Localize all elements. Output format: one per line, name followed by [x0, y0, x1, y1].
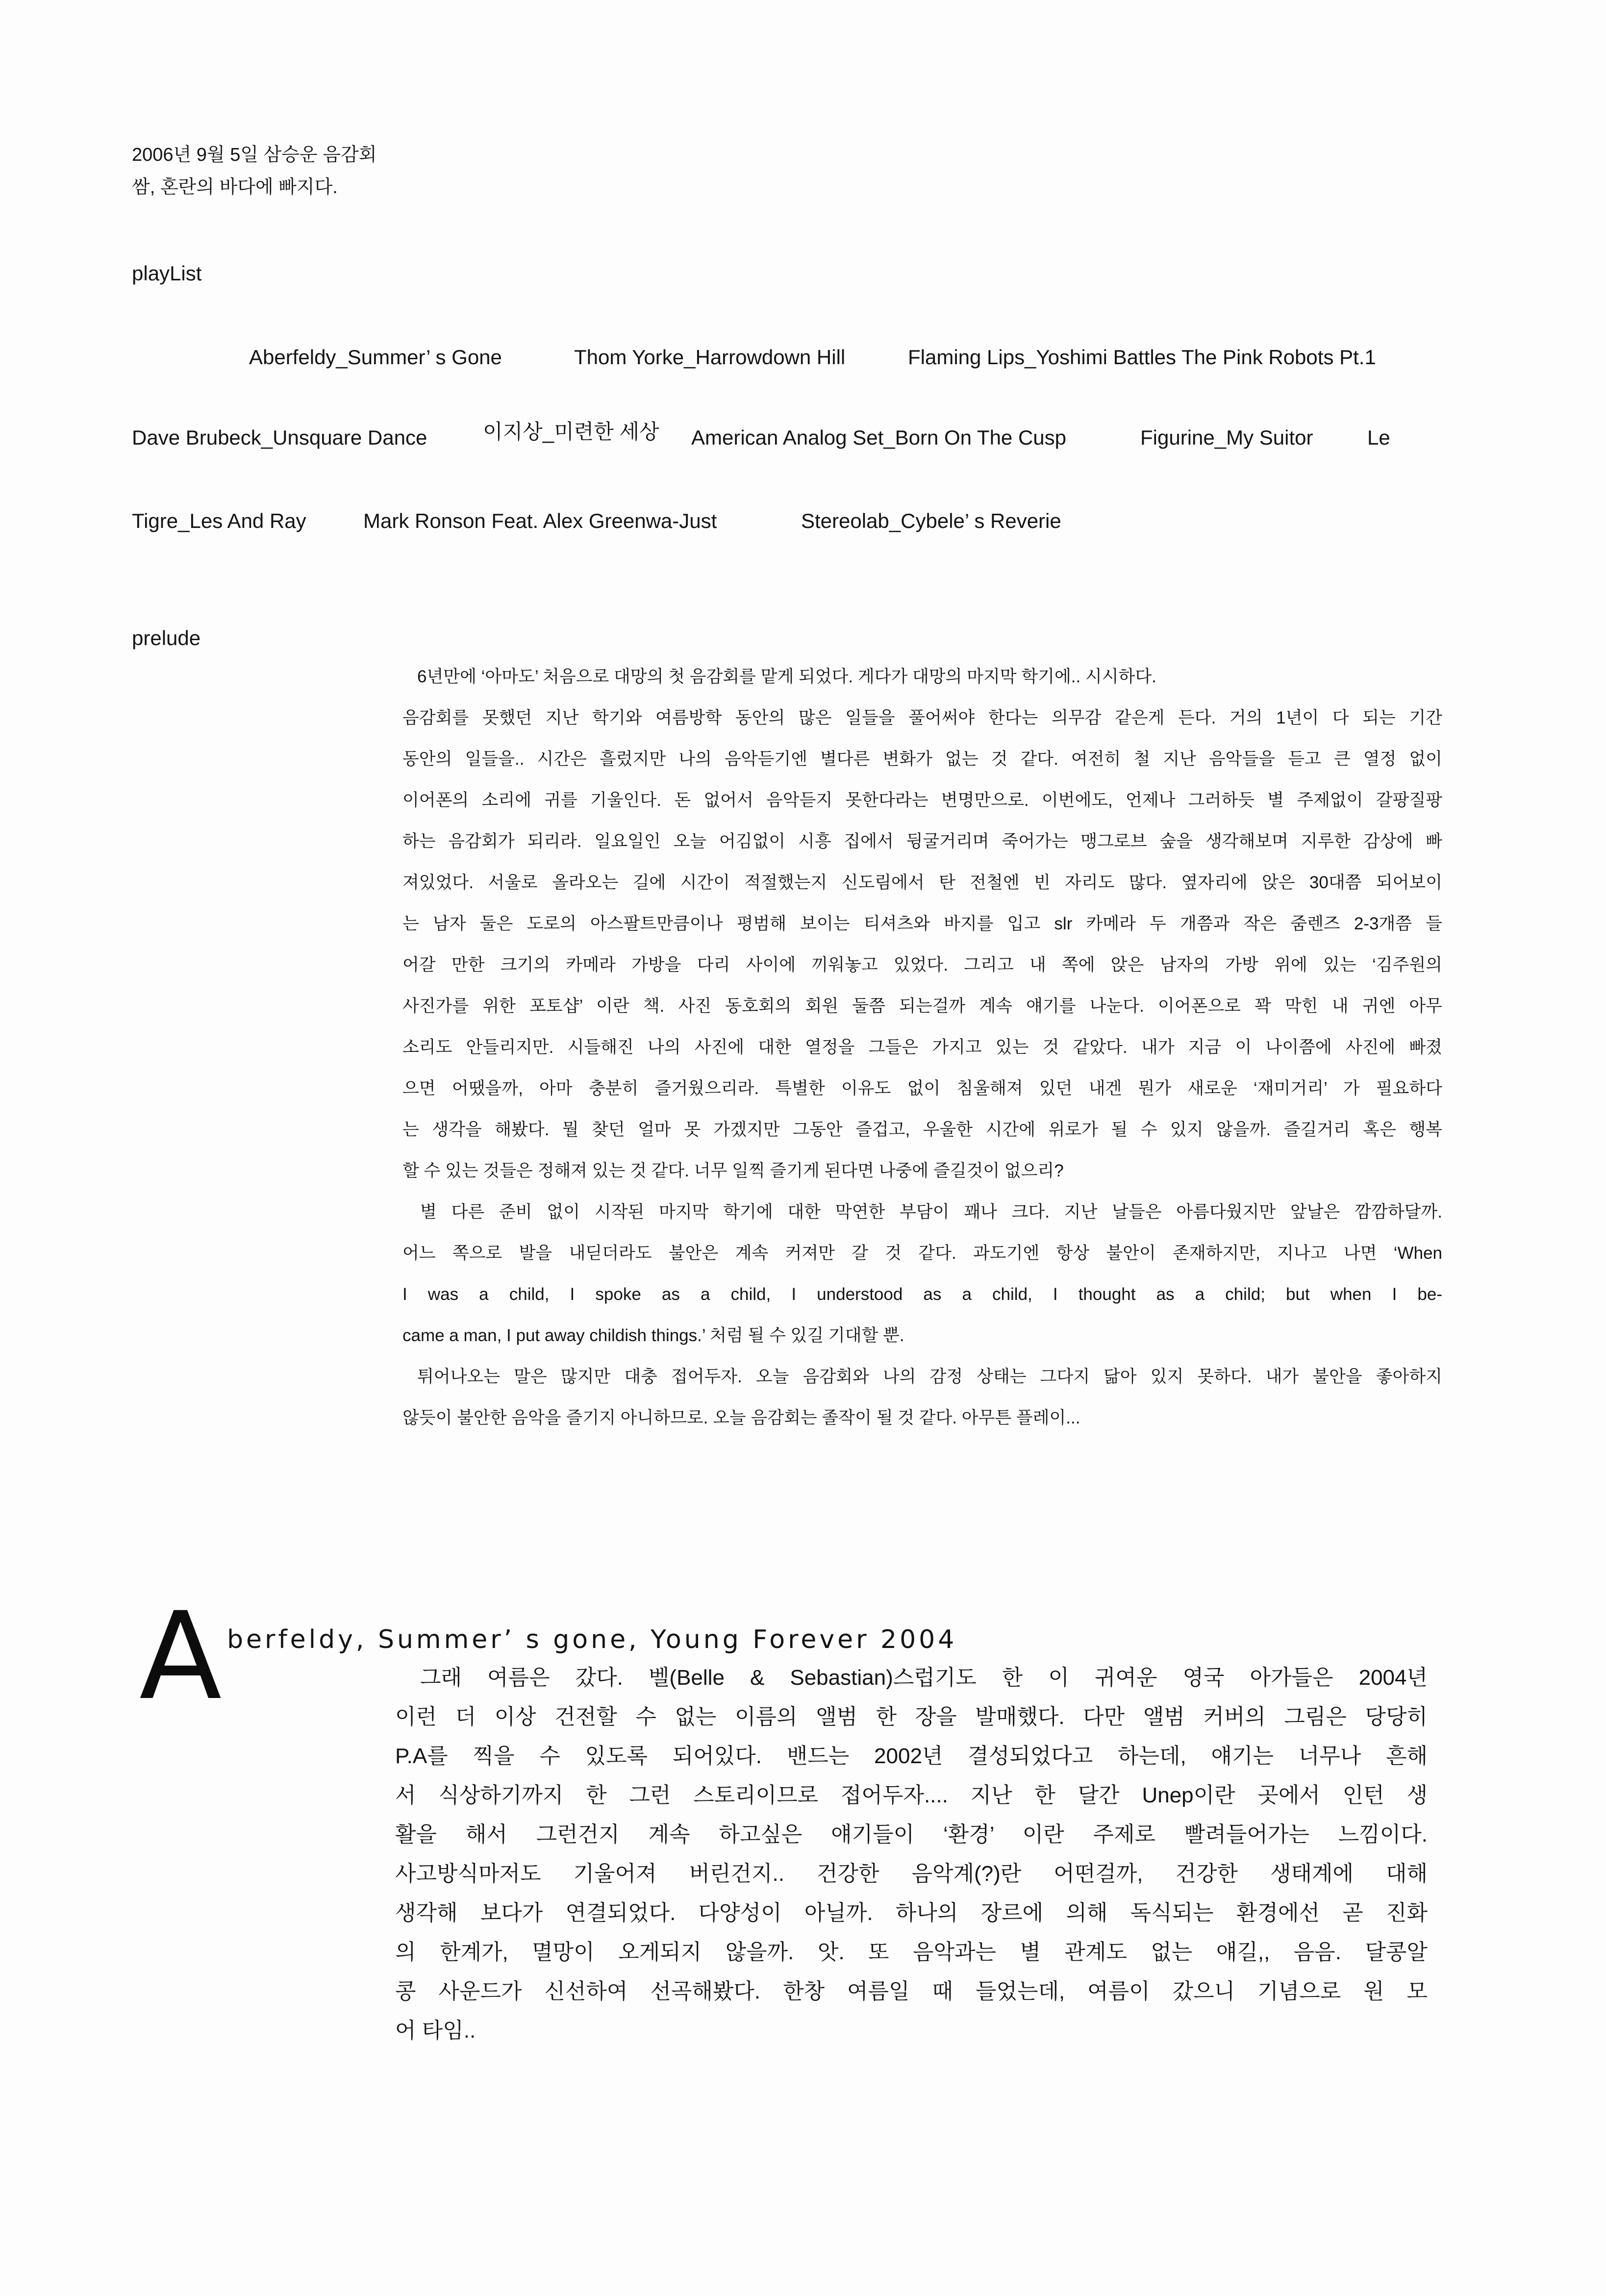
review-title: berfeldy, Summer’ s gone, Young Forever 2004 [227, 1625, 957, 1654]
prelude-line: 할 수 있는 것들은 정해져 있는 것 같다. 너무 일찍 즐기게 된다면 나중에 즐길것이 없으리? [402, 1161, 1064, 1180]
playlist-track: 이지상_미련한 세상 [483, 420, 659, 443]
prelude-line: 음감회를 못했던 지난 학기와 여름방학 동안의 많은 일들을 풀어써야 한다는 의무감 같은게 든다. 거의 1년이 다 되는 기간 [402, 708, 1442, 727]
playlist-track: Thom Yorke_Harrowdown Hill [574, 346, 846, 369]
review-line: 어 타임.. [395, 2019, 476, 2043]
prelude-line: 않듯이 불안한 음악을 즐기지 아니하므로. 오늘 음감회는 졸작이 될 것 같다. 아무튼 플레이... [402, 1408, 1080, 1427]
review-text [395, 1658, 1428, 2050]
review-line: 콩 사운드가 신선하여 선곡해봤다. 한창 여름일 때 들었는데, 여름이 갔으니 기념으로 원 모 [395, 1979, 1428, 2003]
prelude-line: 어갈 만한 크기의 카메라 가방을 다리 사이에 끼워놓고 있었다. 그리고 내 쪽에 앉은 남자의 가방 위에 있는 ‘김주원의 [402, 955, 1442, 974]
review-line: 이런 더 이상 건전할 수 없는 이름의 앨범 한 장을 발매했다. 다만 앨범 커버의 그림은 당당히 [395, 1705, 1428, 1729]
prelude-line: 져있었다. 서울로 올라오는 길에 시간이 적절했는지 신도림에서 탄 전철엔 빈 자리도 많다. 옆자리에 앉은 30대쯤 되어보이 [402, 873, 1443, 892]
review-line: 활을 해서 그런건지 계속 하고싶은 얘기들이 ‘환경’ 이란 주제로 빨려들어가는 느낌이다. [395, 1822, 1428, 1847]
playlist-track: Dave Brubeck_Unsquare Dance [132, 426, 427, 449]
prelude-heading: prelude [132, 626, 201, 649]
playlist-track: Flaming Lips_Yoshimi Battles The Pink Robots Pt.1 [908, 346, 1376, 369]
concert-date-title: 2006년 9월 5일 삼승운 음감회 [132, 145, 377, 165]
playlist-track: Aberfeldy_Summer’ s Gone [249, 346, 502, 369]
playlist-track: Tigre_Les And Ray [132, 509, 306, 532]
prelude-line: 이어폰의 소리에 귀를 기울인다. 돈 없어서 음악듣지 못한다라는 변명만으로. 이번에도, 언제나 그러하듯 별 주제없이 갈팡질팡 [402, 791, 1442, 810]
review-line: 생각해 보다가 연결되었다. 다양성이 아닐까. 하나의 장르에 의해 독식되는 환경에선 곧 진화 [395, 1901, 1428, 1925]
prelude-line: 튀어나오는 말은 많지만 대충 접어두자. 오늘 음감회와 나의 감정 상태는 그다지 닮아 있지 못하다. 내가 불안을 좋아하지 [417, 1367, 1442, 1386]
prelude-line: 6년만에 ‘아마도’ 처음으로 대망의 첫 음감회를 맡게 되었다. 게다가 대망의 마지막 학기에.. 시시하다. [417, 667, 1156, 686]
prelude-line: I was a child, I spoke as a child, I understood as a child, I thought as a child; but when I be- [402, 1285, 1442, 1304]
review-line: 의 한계가, 멸망이 오게되지 않을까. 앗. 또 음악과는 별 관계도 없는 얘길,, 음음. 달콩알 [395, 1940, 1428, 1964]
prelude-line: 으면 어땠을까, 아마 충분히 즐거웠으리라. 특별한 이유도 없이 침울해져 있던 내겐 뭔가 새로운 ‘재미거리’ 가 필요하다 [402, 1079, 1442, 1098]
prelude-text [402, 656, 1442, 1439]
review-line: 그래 여름은 갔다. 벨(Belle & Sebastian)스럽기도 한 이 귀여운 영국 아가들은 2004년 [420, 1666, 1428, 1690]
prelude-line: 사진가를 위한 포토샵’ 이란 책. 사진 동호회의 회원 둘쯤 되는걸까 계속 얘기를 나눈다. 이어폰으로 꽉 막힌 내 귀엔 아무 [402, 997, 1442, 1016]
playlist-heading: playList [132, 262, 202, 285]
prelude-line: 는 생각을 해봤다. 뭘 찾던 얼마 못 가겠지만 그동안 즐겁고, 우울한 시간에 위로가 될 수 있지 않을까. 즐길거리 혹은 행복 [402, 1120, 1442, 1139]
prelude-line: 별 다른 준비 없이 시작된 마지막 학기에 대한 막연한 부담이 꽤나 크다. 지난 날들은 아름다웠지만 앞날은 깜깜하달까. [420, 1202, 1442, 1222]
prelude-line: came a man, I put away childish things.’ 처럼 될 수 있길 기대할 뿐. [402, 1326, 904, 1345]
review-line: 사고방식마저도 기울어져 버린건지.. 건강한 음악계(?)란 어떤걸까, 건강한 생태계에 대해 [395, 1862, 1428, 1886]
playlist-track: Mark Ronson Feat. Alex Greenwa-Just [363, 509, 717, 532]
playlist-track: Figurine_My Suitor [1140, 426, 1313, 449]
concert-subtitle: 쌈, 혼란의 바다에 빠지다. [132, 177, 338, 198]
prelude-line: 소리도 안들리지만. 시들해진 나의 사진에 대한 열정을 그들은 가지고 있는 것 같았다. 내가 지금 이 나이쯤에 사진에 빠졌 [402, 1038, 1442, 1057]
review-line: P.A를 찍을 수 있도록 되어있다. 밴드는 2002년 결성되었다고 하는데, 얘기는 너무나 흔해 [395, 1744, 1428, 1768]
playlist-track: Stereolab_Cybele’ s Reverie [801, 509, 1061, 532]
review-line: 서 식상하기까지 한 그런 스토리이므로 접어두자.... 지난 한 달간 Unep이란 곳에서 인턴 생 [395, 1783, 1428, 1807]
prelude-line: 는 남자 둘은 도로의 아스팔트만큼이나 평범해 보이는 티셔츠와 바지를 입고 slr 카메라 두 개쯤과 작은 줌렌즈 2-3개쯤 들 [402, 914, 1442, 933]
playlist-track: American Analog Set_Born On The Cusp [691, 426, 1067, 449]
prelude-line: 동안의 일들을.. 시간은 흘렀지만 나의 음악듣기엔 별다른 변화가 없는 것 같다. 여전히 철 지난 음악들을 듣고 큰 열정 없이 [402, 749, 1442, 769]
playlist-track: Le [1367, 426, 1390, 449]
drop-cap-letter: A [139, 1587, 222, 1727]
prelude-line: 하는 음감회가 되리라. 일요일인 오늘 어김없이 시흥 집에서 뒹굴거리며 죽어가는 맹그로브 숲을 생각해보며 지루한 감상에 빠 [402, 832, 1442, 851]
prelude-line: 어느 쪽으로 발을 내딛더라도 불안은 계속 커져만 갈 것 같다. 과도기엔 항상 불안이 존재하지만, 지나고 나면 ‘When [402, 1244, 1442, 1263]
